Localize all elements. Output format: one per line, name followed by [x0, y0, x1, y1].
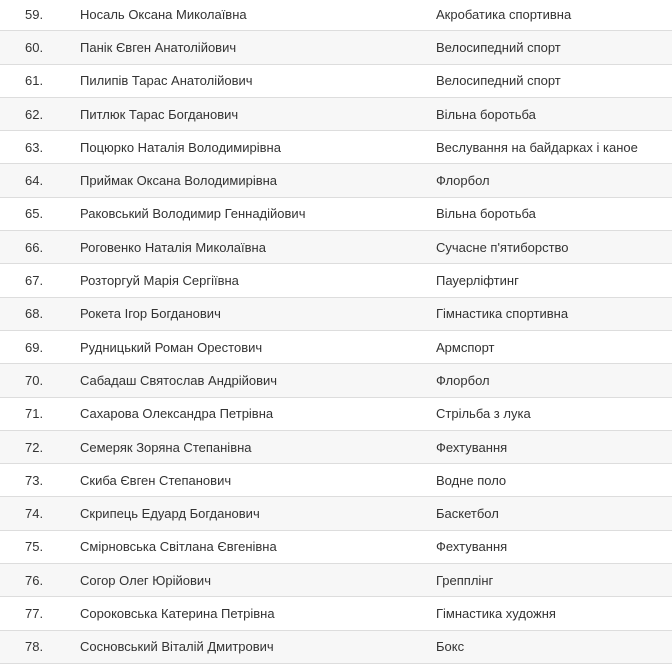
- athlete-name: Роговенко Наталія Миколаївна: [80, 239, 266, 255]
- athlete-name: Питлюк Тарас Богданович: [80, 106, 239, 122]
- row-number: 71.: [25, 406, 44, 422]
- table-row: [0, 198, 672, 231]
- sport-name: Велосипедний спорт: [436, 73, 561, 89]
- athlete-name: Семеряк Зоряна Степанівна: [80, 439, 252, 455]
- sport-name: Веслування на байдарках і каное: [436, 139, 638, 155]
- row-number: 66.: [25, 239, 44, 255]
- table-row: [0, 431, 672, 464]
- table-row: [0, 564, 672, 597]
- sport-name: Велосипедний спорт: [436, 39, 561, 55]
- table-row: [0, 164, 672, 197]
- row-number: 74.: [25, 506, 44, 522]
- table-row: [0, 31, 672, 64]
- athlete-name: Скиба Євген Степанович: [80, 472, 232, 488]
- sport-name: Флорбол: [436, 173, 490, 189]
- athlete-name: Раковський Володимир Геннадійович: [80, 206, 306, 222]
- athlete-name: Сороковська Катерина Петрівна: [80, 605, 275, 621]
- athlete-name: Пилипів Тарас Анатолійович: [80, 73, 253, 89]
- table-row: [0, 631, 672, 664]
- table-row: [0, 331, 672, 364]
- table-row: [0, 597, 672, 630]
- athlete-name: Согор Олег Юрійович: [80, 572, 211, 588]
- row-number: 59.: [25, 7, 44, 23]
- sport-name: Вільна боротьба: [436, 106, 536, 122]
- row-number: 72.: [25, 439, 44, 455]
- row-number: 65.: [25, 206, 44, 222]
- athlete-name: Рокета Ігор Богданович: [80, 306, 221, 322]
- table-row: [0, 298, 672, 331]
- table-row: [0, 398, 672, 431]
- table-row: [0, 0, 672, 31]
- table-row: [0, 231, 672, 264]
- row-number: 73.: [25, 472, 44, 488]
- sport-name: Баскетбол: [436, 506, 499, 522]
- row-number: 75.: [25, 539, 44, 555]
- row-number: 67.: [25, 273, 44, 289]
- athlete-name: Сахарова Олександра Петрівна: [80, 406, 274, 422]
- row-number: 69.: [25, 339, 44, 355]
- athlete-name: Поцюрко Наталія Володимирівна: [80, 139, 281, 155]
- sport-name: Сучасне п'ятиборство: [436, 239, 569, 255]
- row-number: 61.: [25, 73, 44, 89]
- row-number: 63.: [25, 139, 44, 155]
- row-number: 64.: [25, 173, 44, 189]
- sport-name: Фехтування: [436, 439, 508, 455]
- sport-name: Флорбол: [436, 372, 490, 388]
- row-number: 62.: [25, 106, 44, 122]
- sport-name: Гімнастика спортивна: [436, 306, 569, 322]
- athlete-name: Сабадаш Святослав Андрійович: [80, 372, 278, 388]
- row-number: 70.: [25, 372, 44, 388]
- row-number: 60.: [25, 39, 44, 55]
- row-number: 77.: [25, 605, 44, 621]
- athlete-name: Панік Євген Анатолійович: [80, 39, 237, 55]
- table-row: [0, 531, 672, 564]
- row-number: 76.: [25, 572, 44, 588]
- table-row: [0, 264, 672, 297]
- athlete-name: Розторгуй Марія Сергіївна: [80, 273, 239, 289]
- table-row: [0, 497, 672, 530]
- sport-name: Стрільба з лука: [436, 406, 531, 422]
- row-number: 78.: [25, 639, 44, 655]
- table-row: [0, 364, 672, 397]
- sport-name: Пауерліфтинг: [436, 273, 519, 289]
- table-row: [0, 65, 672, 98]
- athlete-name: Носаль Оксана Миколаївна: [80, 7, 247, 23]
- athlete-name: Смірновська Світлана Євгенівна: [80, 539, 277, 555]
- sport-name: Армспорт: [436, 339, 495, 355]
- sport-name: Грепплінг: [436, 572, 494, 588]
- sport-name: Вільна боротьба: [436, 206, 536, 222]
- sport-name: Бокс: [436, 639, 465, 655]
- row-number: 68.: [25, 306, 44, 322]
- sport-name: Фехтування: [436, 539, 508, 555]
- table-row: [0, 98, 672, 131]
- table-row: [0, 131, 672, 164]
- sport-name: Гімнастика художня: [436, 605, 556, 621]
- sport-name: Акробатика спортивна: [436, 7, 572, 23]
- athlete-name: Сосновський Віталій Дмитрович: [80, 639, 274, 655]
- athlete-name: Скрипець Едуард Богданович: [80, 506, 260, 522]
- athlete-name: Приймак Оксана Володимирівна: [80, 173, 278, 189]
- sport-name: Водне поло: [436, 472, 507, 488]
- table-row: [0, 464, 672, 497]
- athlete-name: Рудницький Роман Орестович: [80, 339, 263, 355]
